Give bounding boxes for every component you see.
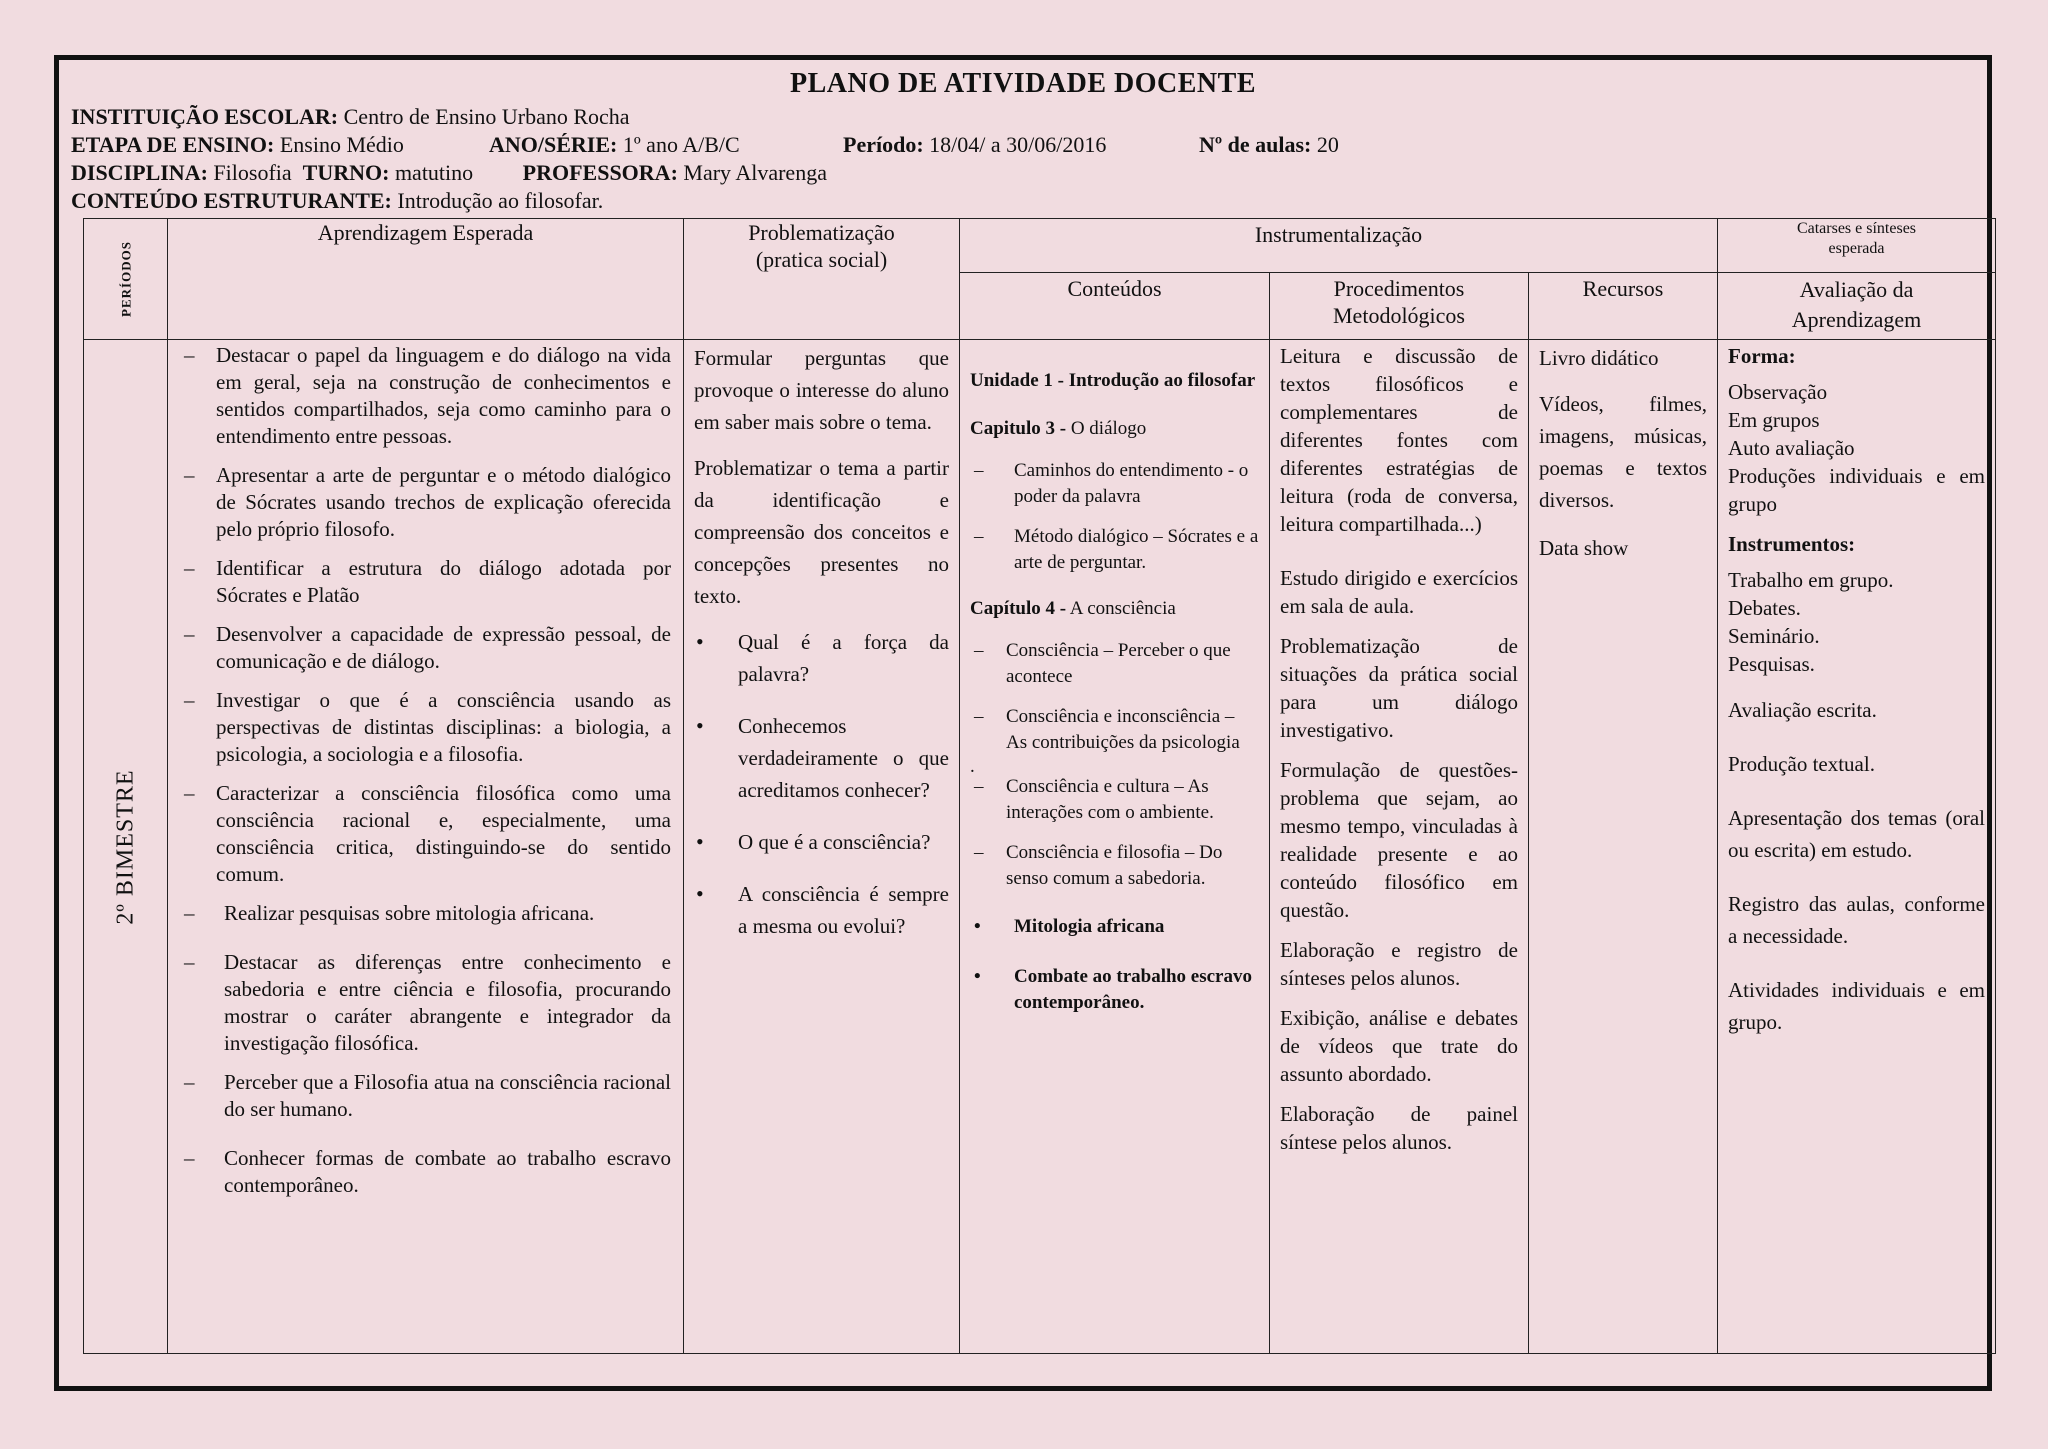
avaliacao-item: Apresentação dos temas (oral ou escrita) em estudo. — [1728, 806, 1985, 862]
aprendizagem-list — [180, 342, 671, 1199]
col-catarses-header: Catarses e sínteses esperada — [1718, 219, 1996, 273]
header-line-disciplina — [71, 160, 827, 186]
avaliacao-item: Atividades individuais e em grupo. — [1728, 978, 1985, 1034]
aprendizagem-item: – Identificar a estrutura do diálogo adotada por Sócrates e Platão — [180, 555, 671, 609]
procedimento-item: Problematização de situações da prática social para um diálogo investigativo. — [1280, 634, 1518, 742]
unidade-title: Unidade 1 - Introdução ao filosofar — [970, 370, 1256, 391]
disciplina-value: Filosofia — [213, 160, 292, 185]
disciplina-label: DISCIPLINA: — [71, 160, 208, 185]
header-line-instituicao — [71, 104, 630, 130]
instituicao-label: INSTITUIÇÃO ESCOLAR: — [71, 104, 339, 129]
periodo-value: 18/04/ a 30/06/2016 — [929, 132, 1107, 157]
problematizacao-question: • Conhecemos verdadeiramente o que acreditamos conhecer? — [694, 710, 949, 806]
problematizacao-questions — [694, 626, 949, 942]
aprendizagem-item: – Apresentar a arte de perguntar e o método dialógico de Sócrates usando trechos de explicação oferecida pelo próprio filosofo. — [180, 462, 671, 543]
avaliacao-outros — [1728, 694, 1985, 1038]
professora-label: PROFESSORA: — [522, 160, 678, 185]
avaliacao-item: Registro das aulas, conforme a necessidade. — [1728, 892, 1985, 948]
ano-label: ANO/SÉRIE: — [489, 132, 618, 157]
header-line-etapa — [71, 132, 1339, 158]
avaliacao-cell — [1718, 340, 1996, 1354]
col-avaliacao-header: Avaliação da Aprendizagem — [1718, 273, 1996, 340]
periodo-value-rotated: 2º BIMESTRE — [112, 768, 138, 925]
col-periodos-header: PERÍODOS — [84, 219, 168, 340]
procedimento-item: Elaboração e registro de sínteses pelos alunos. — [1280, 938, 1518, 990]
aulas-label: Nº de aulas: — [1199, 132, 1312, 157]
table-header-row-1 — [84, 219, 1996, 273]
recurso-item: Livro didático — [1539, 346, 1659, 370]
problematizacao-question: • A consciência é sempre a mesma ou evolui? — [694, 878, 949, 942]
capitulo-4-item: – Consciência – Perceber o que acontece — [970, 638, 1259, 690]
capitulo-3-item: – Caminhos do entendimento - o poder da palavra — [970, 458, 1259, 510]
conteudo-label: CONTEÚDO ESTRUTURANTE: — [71, 188, 392, 213]
procedimentos-list — [1270, 342, 1528, 1156]
periodo-cell — [84, 340, 168, 1354]
capitulo-4-item: – Consciência e inconsciência – As contribuições da psicologia — [970, 704, 1259, 756]
problematizacao-paragraph: Problematizar o tema a partir da identificação e compreensão dos conceitos e concepções presentes no texto. — [694, 456, 949, 608]
problematizacao-cell — [684, 340, 960, 1354]
turno-label: TURNO: — [302, 160, 390, 185]
aprendizagem-item: – Realizar pesquisas sobre mitologia africana. — [180, 900, 671, 927]
capitulo-3-heading: Capitulo 3 - O diálogo — [970, 418, 1147, 439]
etapa-label: ETAPA DE ENSINO: — [71, 132, 275, 157]
instrumentos-label: Instrumentos: — [1728, 532, 1856, 556]
capitulo-4-item: – Consciência e cultura – As interações com o ambiente. — [970, 774, 1259, 826]
procedimento-item: Exibição, análise e debates de vídeos que trate do assunto abordado. — [1280, 1006, 1518, 1086]
aprendizagem-item: – Conhecer formas de combate ao trabalho escravo contemporâneo. — [180, 1145, 671, 1199]
conteudo-bold-item: • Combate ao trabalho escravo contemporâneo. — [970, 964, 1259, 1016]
procedimento-item: Leitura e discussão de textos filosóficos e complementares de diferentes fontes com diferentes estratégias de leitura (roda de conversa, leitura compartilhada...) — [1280, 344, 1518, 536]
aprendizagem-item: – Perceber que a Filosofia atua na consciência racional do ser humano. — [180, 1069, 671, 1123]
col-aprendizagem-header: Aprendizagem Esperada — [168, 219, 684, 340]
problematizacao-question: • O que é a consciência? — [694, 826, 949, 858]
turno-value: matutino — [394, 160, 474, 185]
conteudos-cell — [960, 340, 1270, 1354]
procedimentos-cell — [1270, 340, 1529, 1354]
capitulo-4-heading: Capítulo 4 - A consciência — [970, 598, 1176, 619]
etapa-value: Ensino Médio — [279, 132, 404, 157]
document-frame — [54, 55, 1992, 1391]
avaliacao-item: Avaliação escrita. — [1728, 698, 1877, 722]
col-problematizacao-header: Problematização (pratica social) — [684, 219, 960, 340]
forma-list: Observação Em grupos Auto avaliação Produções individuais e em grupo — [1728, 380, 1985, 516]
ano-value: 1º ano A/B/C — [622, 132, 740, 157]
capitulo-4-item: – Consciência e filosofia – Do senso comum a sabedoria. — [970, 840, 1259, 892]
aprendizagem-item: – Caracterizar a consciência filosófica como uma consciência racional e, especialmente, uma consciência critica, distinguindo-se do sentido comum. — [180, 780, 671, 888]
recurso-item: Data show — [1539, 536, 1629, 560]
col-conteudos-header: Conteúdos — [960, 273, 1270, 340]
header-line-conteudo — [71, 188, 603, 214]
problematizacao-question: • Qual é a força da palavra? — [694, 626, 949, 690]
plan-table — [83, 218, 1996, 1354]
avaliacao-item: Produção textual. — [1728, 752, 1875, 776]
aprendizagem-item: – Destacar as diferenças entre conhecimento e sabedoria e entre ciência e filosofia, procurando mostrar o caráter abrangente e integrador da investigação filosófica. — [180, 949, 671, 1057]
table-body-row — [84, 340, 1996, 1354]
problematizacao-paragraph: Formular perguntas que provoque o interesse do aluno em saber mais sobre o tema. — [694, 346, 949, 434]
aprendizagem-item: – Destacar o papel da linguagem e do diálogo na vida em geral, seja na construção de conhecimentos e sentidos compartilhados, seja como caminho para o entendimento entre pessoas. — [180, 342, 671, 450]
professora-value: Mary Alvarenga — [683, 160, 827, 185]
aprendizagem-cell — [168, 340, 684, 1354]
conteudo-value: Introdução ao filosofar. — [397, 188, 604, 213]
stray-dot: . — [970, 756, 975, 777]
document-title: PLANO DE ATIVIDADE DOCENTE — [790, 68, 1256, 99]
col-instrumentalizacao-header: Instrumentalização — [960, 219, 1718, 273]
instrumentos-list: Trabalho em grupo. Debates. Seminário. Pesquisas. — [1728, 568, 1894, 676]
recurso-item: Vídeos, filmes, imagens, músicas, poemas e textos diversos. — [1539, 392, 1707, 512]
conteudo-bold-item: • Mitologia africana — [970, 914, 1259, 940]
instituicao-value: Centro de Ensino Urbano Rocha — [343, 104, 630, 129]
procedimento-item: Elaboração de painel síntese pelos alunos. — [1280, 1102, 1518, 1154]
procedimento-item: Estudo dirigido e exercícios em sala de aula. — [1280, 566, 1518, 618]
periodo-label: Período: — [843, 132, 924, 157]
aulas-value: 20 — [1316, 132, 1339, 157]
forma-label: Forma: — [1728, 344, 1796, 368]
procedimento-item: Formulação de questões-problema que sejam, ao mesmo tempo, vinculadas à realidade presente e ao conteúdo filosófico em questão. — [1280, 758, 1518, 922]
aprendizagem-item: – Desenvolver a capacidade de expressão pessoal, de comunicação e de diálogo. — [180, 621, 671, 675]
capitulo-3-item: – Método dialógico – Sócrates e a arte de perguntar. — [970, 524, 1259, 576]
aprendizagem-item: – Investigar o que é a consciência usando as perspectivas de distintas disciplinas: a biologia, a psicologia, a sociologia e a filosofia. — [180, 687, 671, 768]
recursos-cell — [1529, 340, 1718, 1354]
col-procedimentos-header: Procedimentos Metodológicos — [1270, 273, 1529, 340]
col-recursos-header: Recursos — [1529, 273, 1718, 340]
